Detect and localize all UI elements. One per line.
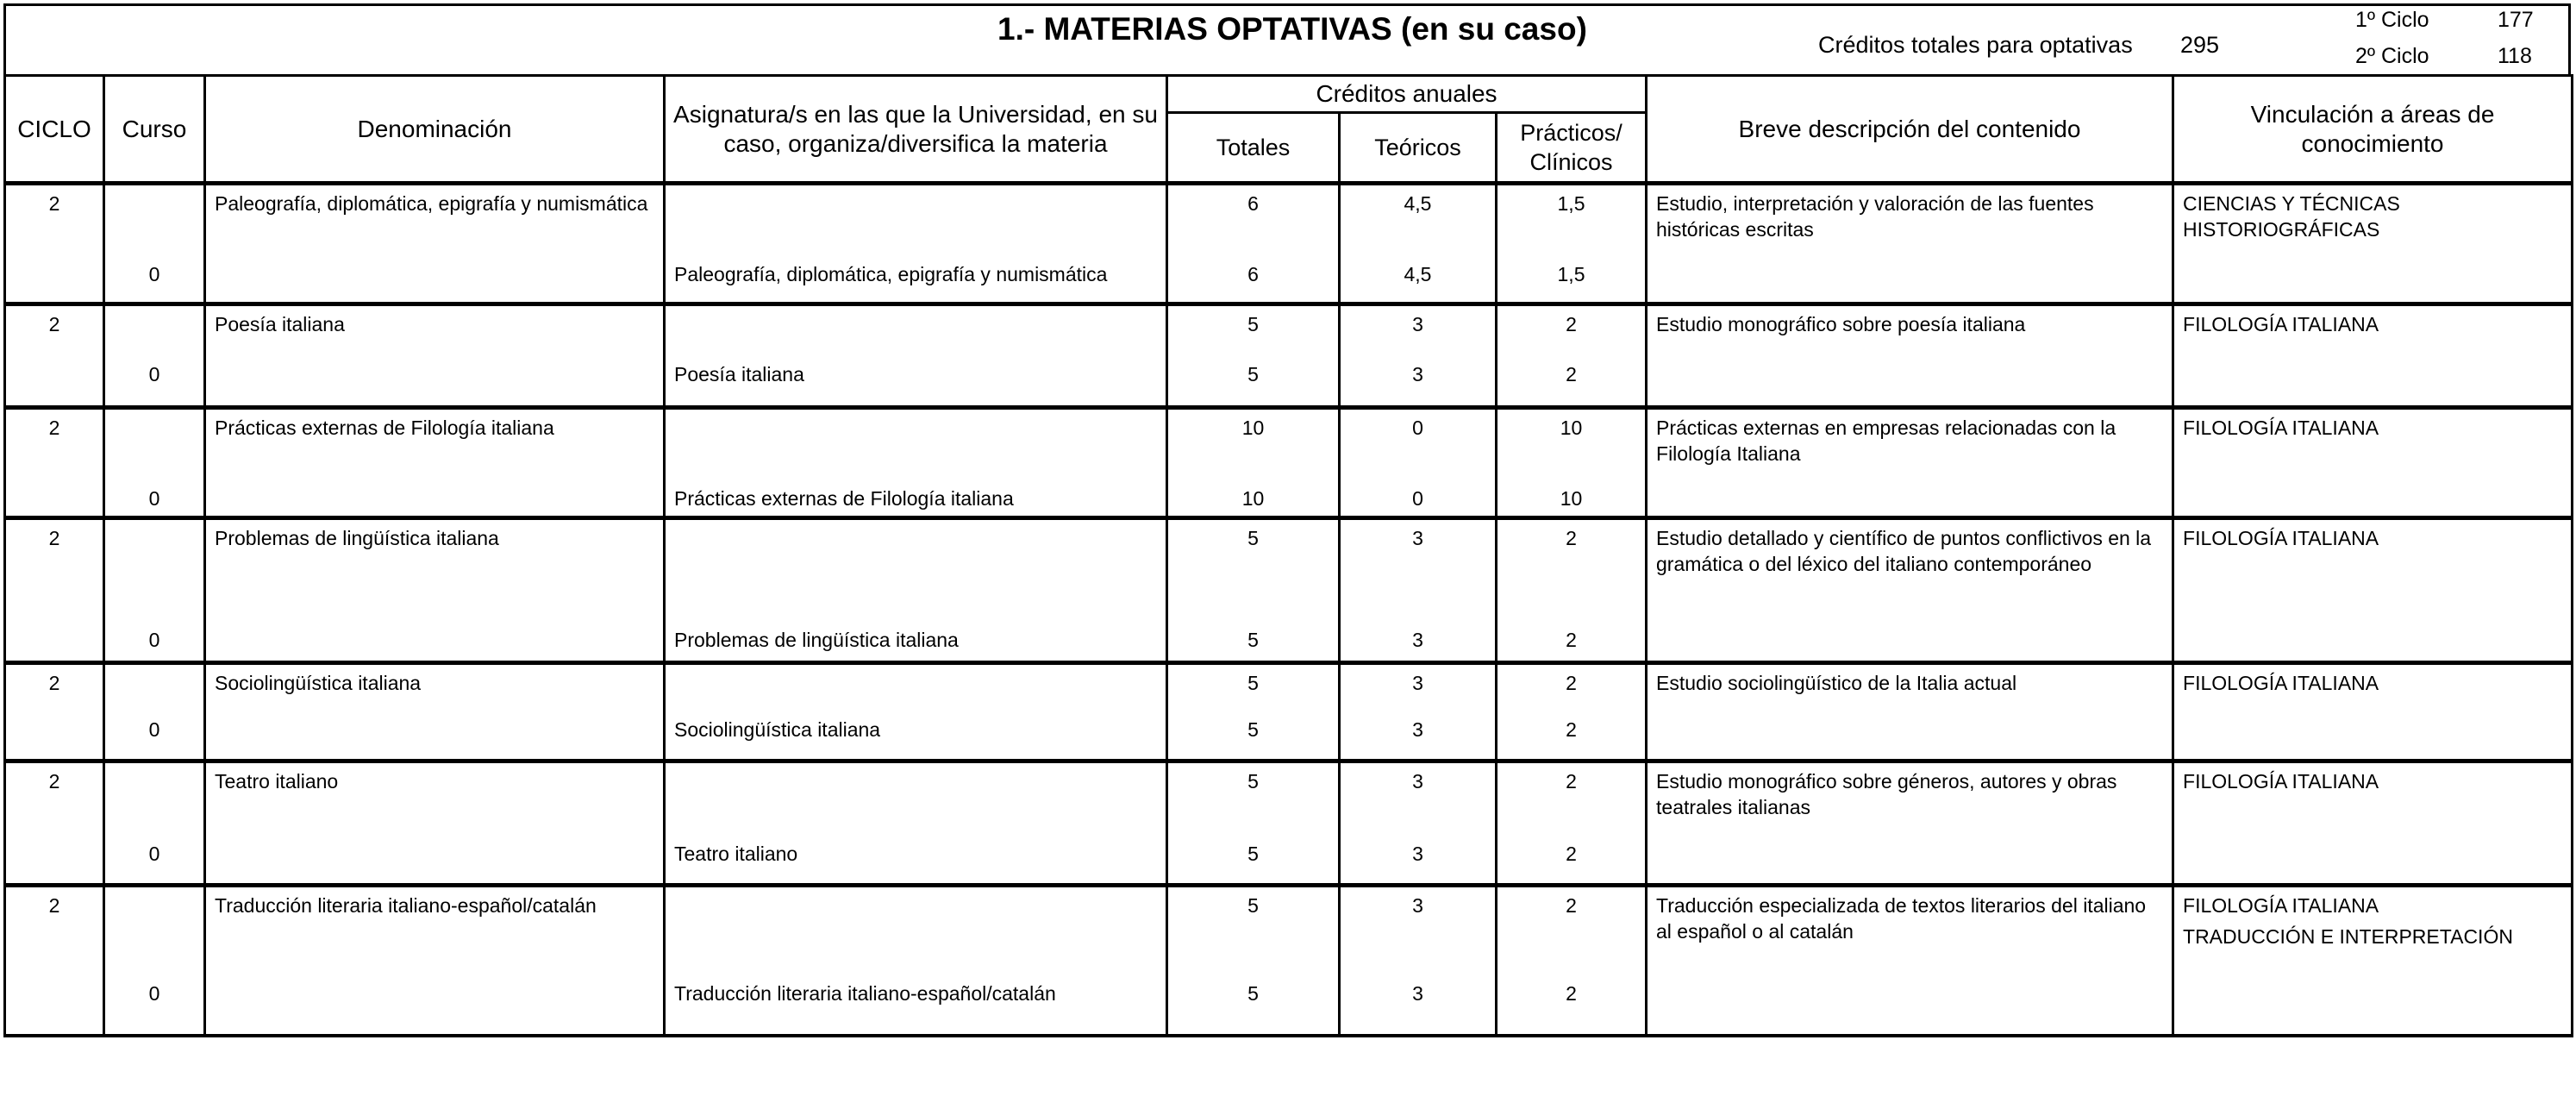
area-item: FILOLOGÍA ITALIANA: [2183, 672, 2379, 694]
ciclo-cell: 2: [5, 408, 104, 480]
denominacion-cell: [205, 622, 665, 663]
curso-cell: 0: [104, 256, 205, 304]
vinculacion-cell: [2173, 408, 2573, 518]
col-ciclo: CICLO: [5, 76, 104, 184]
col-vinculacion: Vinculación a áreas de conocimiento: [2173, 76, 2573, 184]
optional-subjects-table: [3, 74, 2573, 1037]
totales-cell: 5: [1167, 761, 1340, 836]
asignatura-cell: Prácticas externas de Filología italiana: [665, 480, 1167, 518]
page-title: 1.- MATERIAS OPTATIVAS (en su caso): [997, 11, 1587, 47]
totales-cell: 5: [1167, 975, 1340, 1036]
denominacion-cell: Paleografía, diplomática, epigrafía y numismática: [205, 184, 665, 256]
totales-cell: 10: [1167, 408, 1340, 480]
table-row: [5, 304, 2573, 356]
practicos-cell: 2: [1497, 711, 1647, 761]
asignatura-cell: [665, 304, 1167, 356]
asignatura-cell: [665, 518, 1167, 622]
curso-cell: [104, 761, 205, 836]
curso-cell: 0: [104, 836, 205, 886]
asignatura-cell: [665, 184, 1167, 256]
practicos-cell: 2: [1497, 304, 1647, 356]
title-band: [3, 3, 2571, 74]
cycle2-label: 2º Ciclo: [2355, 44, 2429, 68]
asignatura-cell: Teatro italiano: [665, 836, 1167, 886]
totales-cell: 5: [1167, 886, 1340, 975]
curso-cell: [104, 518, 205, 622]
descripcion-cell: Traducción especializada de textos literarios del italiano al español o al catalán: [1647, 886, 2173, 1036]
col-creditos-anuales: Créditos anuales: [1167, 76, 1647, 113]
denominacion-cell: Traducción literaria italiano-español/catalán: [205, 886, 665, 975]
totales-cell: 5: [1167, 711, 1340, 761]
teoricos-cell: 3: [1340, 356, 1497, 408]
asignatura-cell: Traducción literaria italiano-español/catalán: [665, 975, 1167, 1036]
denominacion-cell: [205, 711, 665, 761]
curso-cell: 0: [104, 480, 205, 518]
vinculacion-cell: [2173, 761, 2573, 886]
ciclo-cell: 2: [5, 304, 104, 356]
teoricos-cell: 0: [1340, 480, 1497, 518]
practicos-cell: 2: [1497, 836, 1647, 886]
teoricos-cell: 4,5: [1340, 184, 1497, 256]
col-asignatura: Asignatura/s en las que la Universidad, en su caso, organiza/diversifica la materia: [665, 76, 1167, 184]
teoricos-cell: 3: [1340, 304, 1497, 356]
col-curso: Curso: [104, 76, 205, 184]
vinculacion-cell: [2173, 184, 2573, 304]
totales-cell: 5: [1167, 518, 1340, 622]
ciclo-cell: 2: [5, 761, 104, 836]
practicos-cell: 10: [1497, 408, 1647, 480]
table-body: [5, 184, 2573, 1036]
denominacion-cell: [205, 480, 665, 518]
curso-cell: [104, 304, 205, 356]
ciclo-cell: [5, 256, 104, 304]
denominacion-cell: [205, 256, 665, 304]
teoricos-cell: 3: [1340, 711, 1497, 761]
col-teoricos: Teóricos: [1340, 113, 1497, 184]
denominacion-cell: [205, 836, 665, 886]
descripcion-cell: Estudio detallado y científico de puntos conflictivos en la gramática o del léxico del italiano contemporáneo: [1647, 518, 2173, 663]
denominacion-cell: [205, 356, 665, 408]
col-totales: Totales: [1167, 113, 1340, 184]
curso-cell: 0: [104, 622, 205, 663]
vinculacion-cell: [2173, 663, 2573, 761]
curso-cell: [104, 663, 205, 711]
ciclo-cell: [5, 356, 104, 408]
table-row: [5, 408, 2573, 480]
curso-cell: 0: [104, 356, 205, 408]
practicos-cell: 2: [1497, 518, 1647, 622]
denominacion-cell: Teatro italiano: [205, 761, 665, 836]
asignatura-cell: Sociolingüística italiana: [665, 711, 1167, 761]
descripcion-cell: Estudio sociolingüístico de la Italia actual: [1647, 663, 2173, 761]
col-denominacion: Denominación: [205, 76, 665, 184]
denominacion-cell: Poesía italiana: [205, 304, 665, 356]
teoricos-cell: 3: [1340, 761, 1497, 836]
curso-cell: [104, 408, 205, 480]
cycle1-value: 177: [2498, 8, 2534, 32]
practicos-cell: 2: [1497, 663, 1647, 711]
totales-cell: 6: [1167, 184, 1340, 256]
asignatura-cell: [665, 761, 1167, 836]
descripcion-cell: Estudio, interpretación y valoración de las fuentes históricas escritas: [1647, 184, 2173, 304]
denominacion-cell: Prácticas externas de Filología italiana: [205, 408, 665, 480]
curso-cell: 0: [104, 975, 205, 1036]
practicos-cell: 2: [1497, 356, 1647, 408]
cycle2-value: 118: [2498, 44, 2532, 68]
table-header: [5, 76, 2573, 184]
asignatura-cell: Problemas de lingüística italiana: [665, 622, 1167, 663]
area-item: FILOLOGÍA ITALIANA: [2183, 417, 2379, 439]
teoricos-cell: 0: [1340, 408, 1497, 480]
table-row: [5, 886, 2573, 975]
ciclo-cell: [5, 975, 104, 1036]
curso-cell: 0: [104, 711, 205, 761]
col-descripcion: Breve descripción del contenido: [1647, 76, 2173, 184]
total-credits-value: 295: [2180, 32, 2220, 58]
practicos-cell: 2: [1497, 761, 1647, 836]
curso-cell: [104, 184, 205, 256]
denominacion-cell: Problemas de lingüística italiana: [205, 518, 665, 622]
cycle1-label: 1º Ciclo: [2355, 8, 2429, 32]
ciclo-cell: 2: [5, 518, 104, 622]
ciclo-cell: [5, 480, 104, 518]
asignatura-cell: Poesía italiana: [665, 356, 1167, 408]
totales-cell: 5: [1167, 356, 1340, 408]
vinculacion-cell: [2173, 304, 2573, 408]
table-row: [5, 761, 2573, 836]
area-item: FILOLOGÍA ITALIANA: [2183, 527, 2379, 549]
teoricos-cell: 4,5: [1340, 256, 1497, 304]
area-item: FILOLOGÍA ITALIANA: [2183, 894, 2379, 917]
ciclo-cell: 2: [5, 886, 104, 975]
denominacion-cell: Sociolingüística italiana: [205, 663, 665, 711]
ciclo-cell: [5, 836, 104, 886]
table-row: [5, 184, 2573, 256]
teoricos-cell: 3: [1340, 836, 1497, 886]
ciclo-cell: 2: [5, 184, 104, 256]
area-item: FILOLOGÍA ITALIANA: [2183, 770, 2379, 793]
asignatura-cell: Paleografía, diplomática, epigrafía y numismática: [665, 256, 1167, 304]
practicos-cell: 1,5: [1497, 256, 1647, 304]
totales-cell: 5: [1167, 663, 1340, 711]
practicos-cell: 10: [1497, 480, 1647, 518]
totales-cell: 5: [1167, 304, 1340, 356]
area-item: CIENCIAS Y TÉCNICAS HISTORIOGRÁFICAS: [2183, 192, 2400, 241]
totales-cell: 5: [1167, 622, 1340, 663]
vinculacion-cell: [2173, 886, 2573, 1036]
teoricos-cell: 3: [1340, 975, 1497, 1036]
descripcion-cell: Prácticas externas en empresas relacionadas con la Filología Italiana: [1647, 408, 2173, 518]
asignatura-cell: [665, 408, 1167, 480]
descripcion-cell: Estudio monográfico sobre géneros, autores y obras teatrales italianas: [1647, 761, 2173, 886]
totales-cell: 6: [1167, 256, 1340, 304]
practicos-cell: 2: [1497, 886, 1647, 975]
ciclo-cell: [5, 622, 104, 663]
practicos-cell: 2: [1497, 622, 1647, 663]
curso-cell: [104, 886, 205, 975]
teoricos-cell: 3: [1340, 886, 1497, 975]
teoricos-cell: 3: [1340, 663, 1497, 711]
denominacion-cell: [205, 975, 665, 1036]
area-item: FILOLOGÍA ITALIANA: [2183, 313, 2379, 335]
vinculacion-cell: [2173, 518, 2573, 663]
teoricos-cell: 3: [1340, 622, 1497, 663]
col-practicos: Prácticos/ Clínicos: [1497, 113, 1647, 184]
ciclo-cell: 2: [5, 663, 104, 711]
asignatura-cell: [665, 886, 1167, 975]
practicos-cell: 2: [1497, 975, 1647, 1036]
descripcion-cell: Estudio monográfico sobre poesía italiana: [1647, 304, 2173, 408]
area-item: TRADUCCIÓN E INTERPRETACIÓN: [2183, 925, 2513, 948]
table-row: [5, 663, 2573, 711]
table-row: [5, 518, 2573, 622]
ciclo-cell: [5, 711, 104, 761]
practicos-cell: 1,5: [1497, 184, 1647, 256]
total-credits-label: Créditos totales para optativas: [1818, 32, 2133, 58]
totales-cell: 10: [1167, 480, 1340, 518]
asignatura-cell: [665, 663, 1167, 711]
totales-cell: 5: [1167, 836, 1340, 886]
teoricos-cell: 3: [1340, 518, 1497, 622]
